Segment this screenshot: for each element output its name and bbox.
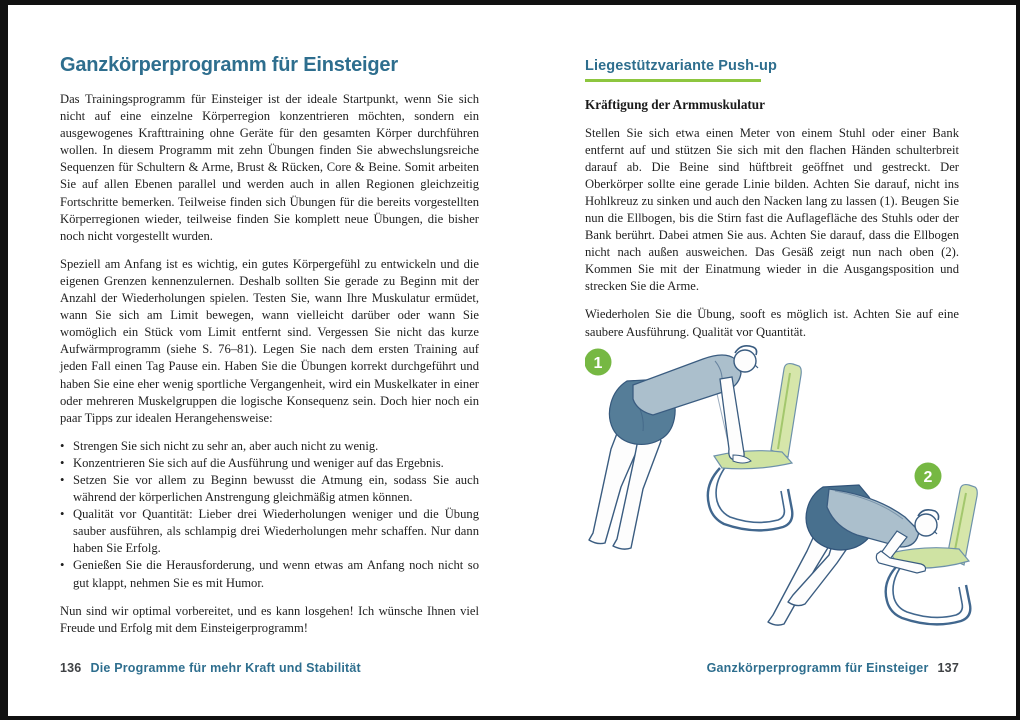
list-item: • Setzen Sie vor allem zu Beginn bewusst die Atmung ein, sodass Sie auch während der körperlichen Anstrengung gleichmäßig atmen können. — [73, 472, 479, 506]
page-number-right: 137 — [937, 661, 959, 675]
page-title: Ganzkörperprogramm für Einsteiger — [60, 54, 398, 76]
instruction-paragraph: Stellen Sie sich etwa einen Meter von einem Stuhl oder einer Bank entfernt auf und stützen Sie sich mit den flachen Händen schulterbreit darauf ab. Die Beine sind hüftbreit geöffnet und gestreckt. Der Oberkörper sollte eine gerade Linie bilden. Achten Sie darauf, nicht ins Hohlkreuz zu sinken und auch den Nacken lang zu lassen (1). Beugen Sie nun die Ellbogen, bis die Stirn fast die Auflagefläche des Stuhls oder der Bank berührt. Dabei atmen Sie aus. Achten Sie darauf, dass die Ellbogen nicht nach außen ausweichen. Das Gesäß zeigt nun nach oben (2). Kommen Sie mit der Einatmung wieder in die Ausgangsposition und strecken Sie die Arme. — [585, 125, 959, 294]
chapter-title-right: Ganzkörperprogramm für Einsteiger — [706, 661, 929, 675]
list-item: • Genießen Sie die Herausforderung, und wenn etwas am Anfang noch nicht so gut klappt, nehmen Sie es mit Humor. — [73, 557, 479, 591]
left-page-content — [60, 54, 479, 648]
chapter-title-left: Die Programme für mehr Kraft und Stabilität — [90, 661, 361, 675]
exercise-heading: Liegestützvariante Push-up — [585, 58, 777, 74]
list-item: • Strengen Sie sich nicht zu sehr an, aber auch nicht zu wenig. — [73, 438, 479, 455]
heading-underline-rule — [585, 79, 761, 82]
repetition-paragraph: Wiederholen Sie die Übung, sooft es möglich ist. Achten Sie auf eine saubere Ausführung. Qualität vor Quantität. — [585, 307, 959, 339]
exercise-illustration — [585, 337, 995, 659]
tips-list — [60, 438, 479, 592]
step-1-number: 1 — [593, 355, 603, 372]
intro-paragraph: Das Trainingsprogramm für Einsteiger ist der ideale Startpunkt, wenn Sie sich nicht auf eine einzelne Körperregion konzentrieren möchten, sondern ein ausgewogenes Krafttraining ohne Geräte für den gesamten Körper durchführen wollen. In diesem Programm mit zehn Übungen finden Sie abwechslungsreiche Sequenzen für Schultern & Arme, Brust & Rücken, Core & Beine. Somit arbeiten Sie auf allen Ebenen parallel und werden auch in allen Regionen gleichzeitig Fortschritte bemerken. Teilweise finden sich Übungen für die bereits vorgestellten Körperregionen wieder, teilweise finden Sie komplett neue Übungen, die bisher noch nicht vorgestellt wurden. — [60, 92, 479, 243]
exercise-subheading: Kräftigung der Armmuskulatur — [585, 96, 765, 112]
step-2-number: 2 — [923, 469, 933, 486]
right-page-content — [585, 58, 959, 352]
page-number-left: 136 — [60, 661, 82, 675]
list-item: • Qualität vor Quantität: Lieber drei Wiederholungen weniger und die Übung sauber ausführen, als schlampig drei Wiederholungen mehr schaffen. Nur dann haben Sie Erfolg. — [73, 506, 479, 557]
step-1-badge — [585, 349, 612, 376]
left-page-footer — [60, 661, 361, 675]
step-2-badge — [915, 463, 942, 490]
closing-paragraph: Nun sind wir optimal vorbereitet, und es kann losgehen! Ich wünsche Ihnen viel Freude und Erfolg mit dem Einsteigerprogramm! — [60, 603, 479, 635]
advice-paragraph: Speziell am Anfang ist es wichtig, ein gutes Körpergefühl zu entwickeln und die eigenen Grenzen kennenzulernen. Deshalb sollten Sie gerade zu Beginn mit der Anzahl der Wiederholungen spielen. Testen Sie, wann Ihre Muskulatur ermüdet, wann Sie sich am Limit bewegen, wann vielleicht darüber oder wann Sie womöglich ein Stück vom Limit entfernt sind. Vergessen Sie nicht das kurze Aufwärmprogramm (siehe S. 76–81). Legen Sie nach dem ersten Training auf jeden Fall einen Tag Pause ein. Haben Sie die Übungen korrekt durchgeführt und haben Sie eine eher wenig sportliche Vergangenheit, wird ein Muskelkater in einer oder mehreren Muskelgruppen die logische Konsequenz sein. Doch hier noch ein paar Tipps zur idealen Herangehensweise: — [60, 256, 479, 425]
list-item: • Konzentrieren Sie sich auf die Ausführung und weniger auf das Ergebnis. — [73, 455, 479, 472]
right-page-footer — [585, 661, 959, 675]
chair-2-illustration — [886, 485, 978, 625]
